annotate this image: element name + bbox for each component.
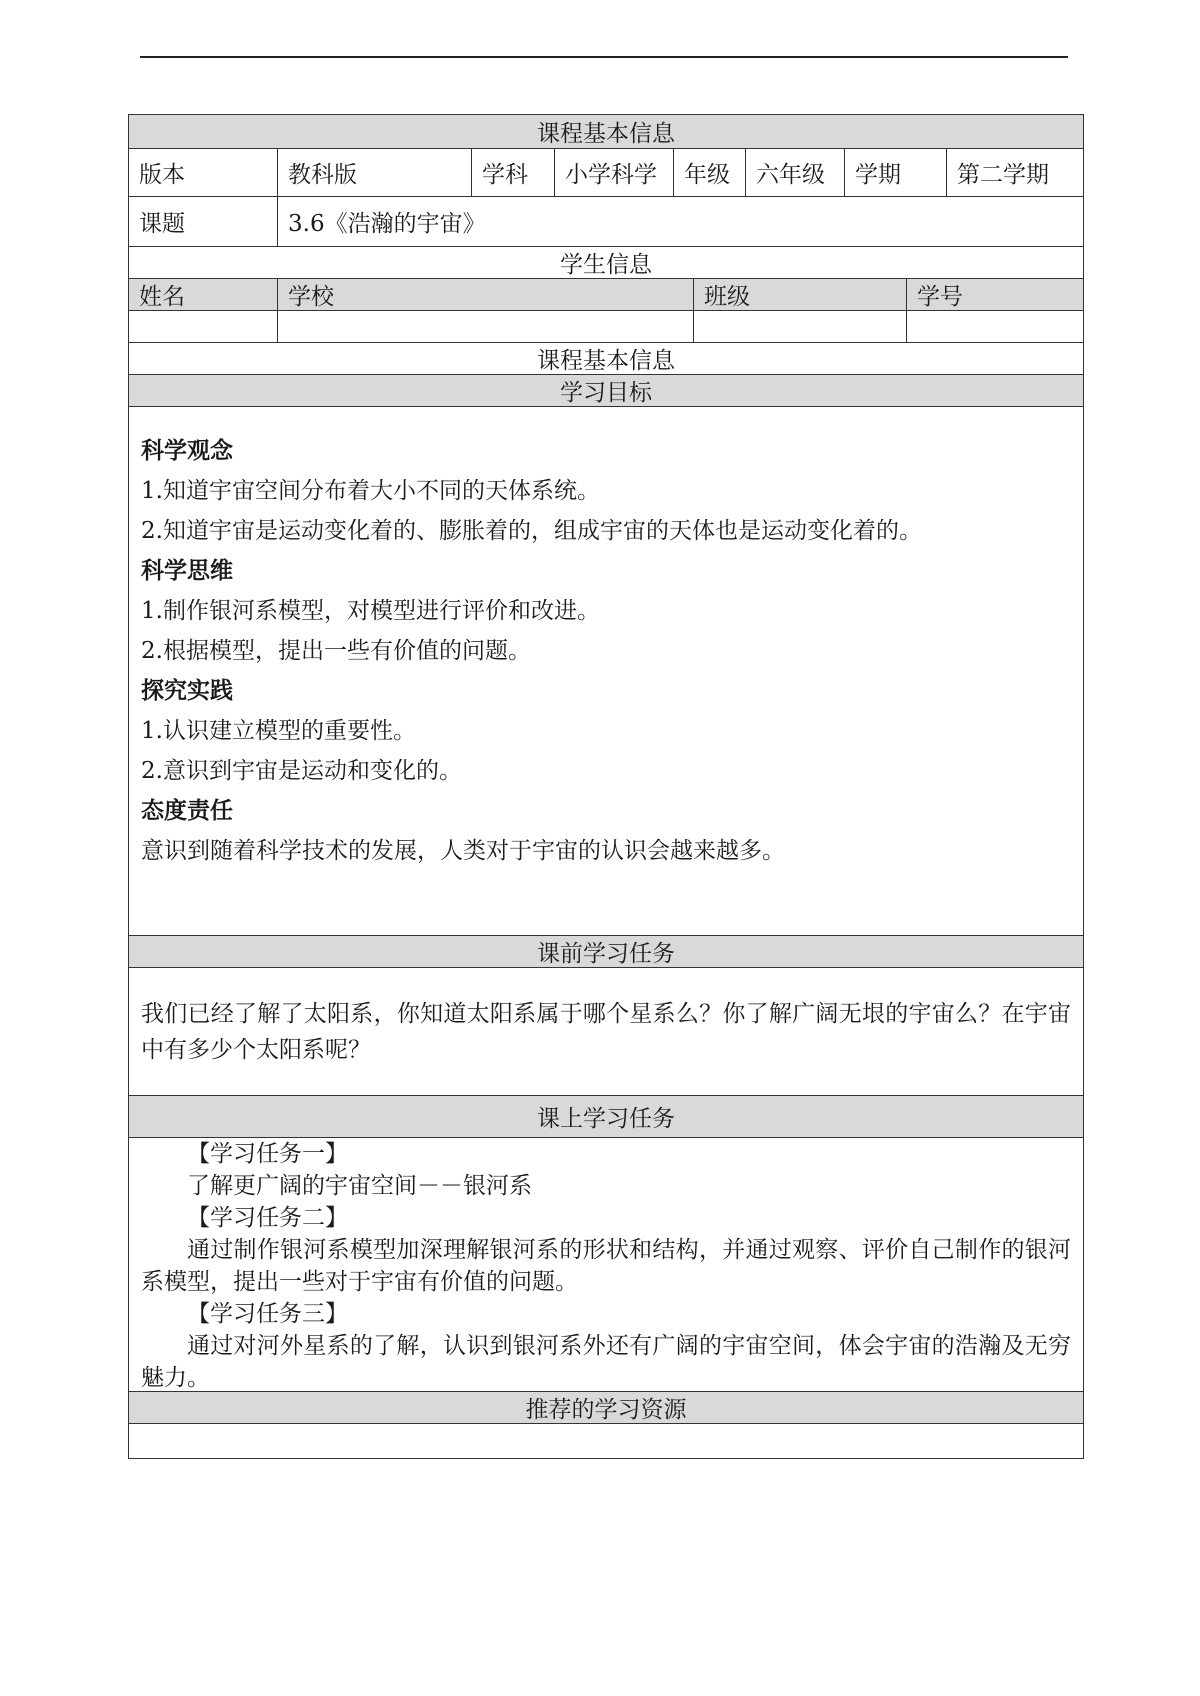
topic-value: 3.6《浩瀚的宇宙》: [288, 211, 486, 237]
objective-item: 意识到随着科学技术的发展，人类对于宇宙的认识会越来越多。: [141, 838, 785, 864]
in-class-body: [129, 1138, 1083, 1392]
edition-label: 版本: [129, 149, 278, 196]
resources-title: 推荐的学习资源: [525, 1397, 687, 1423]
task-text: 通过制作银河系模型加深理解银河系的形状和结构，并通过观察、评价自己制作的银河系模型，提出一些对于宇宙有价值的问题。: [141, 1237, 1071, 1295]
in-class-header: [129, 1096, 1083, 1138]
school-label: 学校: [278, 279, 694, 310]
school-value: [278, 311, 694, 342]
resources-header: [129, 1392, 1083, 1424]
objectives-body: [129, 407, 1083, 936]
in-class-content: [141, 1138, 1071, 1394]
topic-label: 课题: [129, 197, 278, 246]
grade-label: 年级: [674, 149, 746, 196]
student-info-title: 学生信息: [560, 252, 652, 278]
class-value: [694, 311, 907, 342]
objective-item: 2.意识到宇宙是运动和变化的。: [141, 758, 462, 784]
course-info-title-2: 课程基本信息: [537, 348, 675, 374]
objective-section-title: 科学思维: [141, 557, 233, 584]
grade-value: 六年级: [746, 149, 845, 196]
pre-class-text: 我们已经了解了太阳系，你知道太阳系属于哪个星系么？你了解广阔无垠的宇宙么？在宇宙中有多少个太阳系呢？: [141, 1001, 1071, 1063]
objective-section-title: 科学观念: [141, 437, 233, 464]
class-label: 班级: [694, 279, 907, 310]
edition-value: 教科版: [278, 149, 472, 196]
student-info-labels: [129, 279, 1083, 311]
objective-item: 2.根据模型，提出一些有价值的问题。: [141, 638, 531, 664]
name-value: [129, 311, 278, 342]
learning-sheet-table: [128, 114, 1084, 1459]
topic-row: [129, 197, 1083, 247]
resources-body: [129, 1424, 1083, 1458]
student-id-label: 学号: [917, 284, 963, 310]
pre-class-title: 课前学习任务: [537, 941, 675, 967]
student-info-header: [129, 247, 1083, 279]
objective-item: 1.制作银河系模型，对模型进行评价和改进。: [141, 598, 600, 624]
task-title: 【学习任务二】: [187, 1205, 348, 1231]
course-info-row: [129, 149, 1083, 197]
subject-value: 小学科学: [555, 149, 674, 196]
task-text: 了解更广阔的宇宙空间－－银河系: [187, 1173, 532, 1199]
objective-item: 1.知道宇宙空间分布着大小不同的天体系统。: [141, 478, 600, 504]
student-info-values: [129, 311, 1083, 343]
course-info-header-2: [129, 343, 1083, 375]
term-value: 第二学期: [957, 162, 1049, 188]
header-rule: [140, 56, 1068, 58]
task-title: 【学习任务一】: [187, 1141, 348, 1167]
objective-item: 1.认识建立模型的重要性。: [141, 718, 416, 744]
name-label: 姓名: [129, 279, 278, 310]
pre-class-header: [129, 936, 1083, 968]
task-text: 通过对河外星系的了解，认识到银河系外还有广阔的宇宙空间，体会宇宙的浩瀚及无穷魅力。: [141, 1333, 1071, 1391]
student-id-value: [907, 311, 1083, 342]
task-title: 【学习任务三】: [187, 1301, 348, 1327]
objective-section-title: 探究实践: [141, 677, 233, 704]
subject-label: 学科: [472, 149, 555, 196]
course-info-title: 课程基本信息: [537, 121, 675, 147]
objectives-header: [129, 375, 1083, 407]
course-info-header: [129, 115, 1083, 149]
in-class-title: 课上学习任务: [537, 1106, 675, 1132]
term-label: 学期: [845, 149, 947, 196]
objective-section-title: 态度责任: [141, 797, 233, 824]
objectives-content: [141, 431, 1071, 871]
pre-class-body: [129, 968, 1083, 1096]
objective-item: 2.知道宇宙是运动变化着的、膨胀着的，组成宇宙的天体也是运动变化着的。: [141, 518, 922, 544]
objectives-title: 学习目标: [560, 380, 652, 406]
